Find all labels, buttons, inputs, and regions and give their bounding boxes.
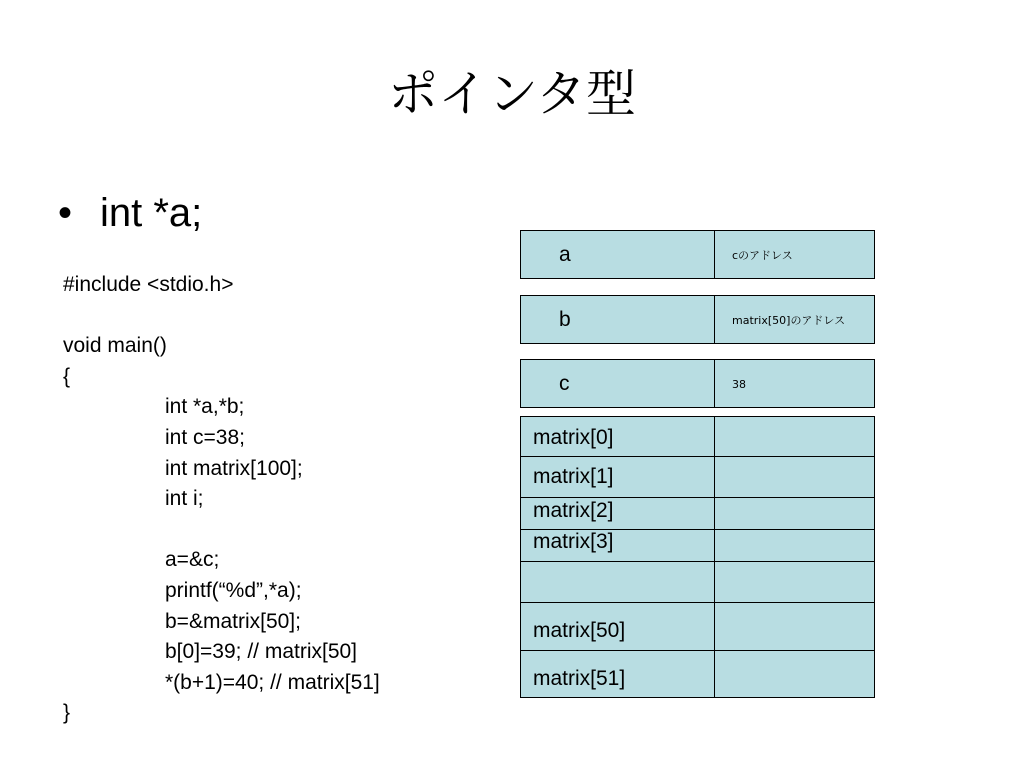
code-line: b[0]=39; // matrix[50]	[165, 640, 358, 664]
code-line: printf(“%d”,*a);	[165, 578, 302, 602]
matrix-50-label: matrix[50]	[533, 619, 626, 642]
var-a-value: cのアドレス	[732, 249, 793, 262]
code-line: a=&c;	[165, 548, 220, 572]
matrix-2-value-cell	[714, 497, 875, 530]
matrix-3-value-cell	[714, 529, 875, 562]
var-a-name: a	[559, 243, 571, 266]
matrix-gap-value-cell	[714, 561, 875, 603]
var-c-value: 38	[732, 378, 746, 391]
matrix-gap-name-cell	[520, 561, 715, 603]
matrix-2-label: matrix[2]	[533, 499, 614, 522]
var-a-name-cell	[520, 230, 715, 279]
matrix-0-value-cell	[714, 416, 875, 457]
var-c-name: c	[559, 372, 570, 395]
code-line: int *a,*b;	[165, 395, 245, 419]
slide-title: ポインタ型	[388, 65, 636, 123]
bullet-marker: •	[58, 191, 73, 235]
code-line: int matrix[100];	[165, 456, 303, 480]
code-line: b=&matrix[50];	[165, 609, 301, 633]
matrix-51-label: matrix[51]	[533, 667, 626, 690]
var-b-value: matrix[50]のアドレス	[732, 314, 846, 327]
code-line: #include <stdio.h>	[63, 273, 234, 296]
matrix-0-label: matrix[0]	[533, 426, 614, 449]
bullet-text: int *a;	[100, 191, 203, 235]
var-c-name-cell	[520, 359, 715, 408]
matrix-3-label: matrix[3]	[533, 530, 614, 553]
code-listing	[63, 270, 380, 729]
code-line: void main()	[63, 334, 167, 358]
code-line	[63, 515, 380, 546]
matrix-1-value-cell	[714, 456, 875, 498]
var-b-name-cell	[520, 295, 715, 344]
code-line: {	[63, 364, 71, 388]
matrix-50-value-cell	[714, 602, 875, 651]
matrix-51-value-cell	[714, 650, 875, 698]
code-line: *(b+1)=40; // matrix[51]	[165, 670, 380, 694]
var-b-name: b	[559, 308, 571, 331]
code-line: int c=38;	[165, 425, 245, 449]
code-line: }	[63, 701, 71, 725]
code-line	[63, 301, 380, 332]
bullet-item	[58, 188, 202, 238]
code-line: int i;	[165, 487, 204, 511]
matrix-1-label: matrix[1]	[533, 465, 614, 488]
